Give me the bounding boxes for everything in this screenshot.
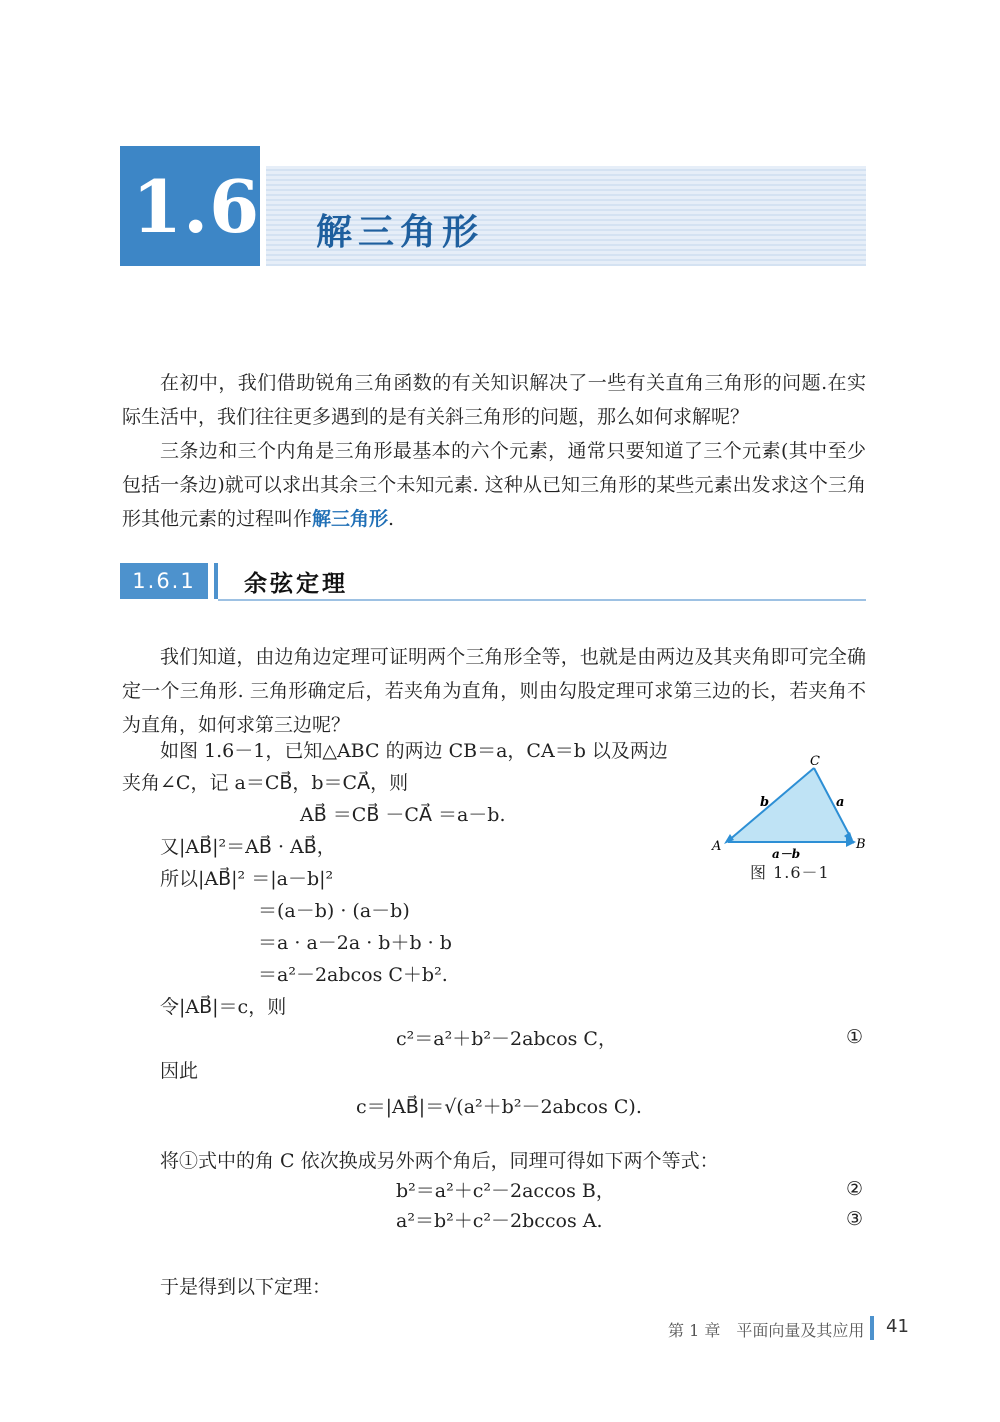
text-line-therefore: 所以|AB⃗|² ＝|a－b|² — [160, 868, 334, 890]
equation-3-number: ③ — [846, 1208, 864, 1230]
text-line-dot: 又|AB⃗|²＝AB⃗ · AB⃗， — [160, 836, 336, 858]
intro-paragraph-2 — [122, 434, 866, 536]
intro-paragraph-1: 在初中，我们借助锐角三角函数的有关知识解决了一些有关直角三角形的问题.在实际生活中，我们往往更多遇到的是有关斜三角形的问题，那么如何求解呢？ — [122, 372, 866, 428]
section-number: 1.6 — [132, 164, 261, 249]
equation-2: b²＝a²＋c²－2accos B， — [396, 1180, 615, 1202]
intro-paragraph-2-end: . — [388, 508, 395, 530]
text-line-let: 令|AB⃗|＝c，则 — [160, 996, 287, 1018]
subsection-header — [120, 563, 866, 603]
label-a: a — [836, 795, 845, 810]
label-a-minus-b: a－b — [772, 847, 801, 861]
term-solving-triangles: 解三角形 — [312, 508, 389, 530]
equation-3: a²＝b²＋c²－2bccos A. — [396, 1210, 603, 1232]
equation-c: c＝|AB⃗|＝√(a²＋b²－2abcos C). — [356, 1096, 642, 1118]
label-b: b — [760, 795, 770, 810]
section-header — [120, 146, 866, 266]
body-paragraph-1: 我们知道，由边角边定理可证明两个三角形全等，也就是由两边及其夹角即可完全确定一个三角形. 三角形确定后，若夹角为直角，则由勾股定理可求第三边的长，若夹角不为直角，如何求第三边呢？ — [122, 646, 866, 736]
text-line-given: 如图 1.6－1，已知△ABC 的两边 CB＝a，CA＝b 以及两边 — [160, 740, 668, 762]
equation-step-3: ＝a²－2abcos C＋b². — [258, 964, 448, 986]
footer-chapter: 第 1 章 平面向量及其应用 — [668, 1321, 865, 1340]
equation-step-1: ＝(a－b) · (a－b) — [258, 900, 410, 922]
equation-ab-vector: AB⃗ ＝CB⃗ －CA⃗ ＝a－b. — [300, 804, 506, 826]
text-line-theorem: 于是得到以下定理： — [160, 1276, 332, 1298]
text-line-replace: 将①式中的角 C 依次换成另外两个角后，同理可得如下两个等式： — [160, 1150, 719, 1172]
section-title: 解三角形 — [316, 212, 485, 253]
subsection-separator — [214, 563, 218, 599]
equation-2-number: ② — [846, 1178, 864, 1200]
subsection-number: 1.6.1 — [120, 563, 208, 599]
intro-paragraph-2-text: 三条边和三个内角是三角形最基本的六个元素，通常只要知道了三个元素(其中至少包括一条边)就可以求出其余三个未知元素. 这种从已知三角形的某些元素出发求这个三角形其他元素的过程叫作 — [122, 440, 866, 530]
equation-1: c²＝a²＋b²－2abcos C， — [396, 1028, 617, 1050]
section-number-box — [120, 146, 260, 266]
subsection-title: 余弦定理 — [244, 571, 348, 597]
label-C: C — [810, 754, 820, 769]
triangle-shape — [726, 768, 854, 842]
text-line-define: 夹角∠C，记 a＝CB⃗，b＝CA⃗，则 — [122, 772, 409, 794]
label-A: A — [712, 839, 722, 854]
footer-bar — [870, 1316, 874, 1340]
label-B: B — [856, 837, 866, 852]
text-line-hence: 因此 — [160, 1060, 199, 1082]
equation-1-number: ① — [846, 1026, 864, 1048]
page-number: 41 — [886, 1316, 909, 1337]
figure-caption: 图 1.6－1 — [750, 863, 830, 882]
subsection-rule — [218, 599, 866, 601]
equation-step-2: ＝a · a－2a · b＋b · b — [258, 932, 452, 954]
